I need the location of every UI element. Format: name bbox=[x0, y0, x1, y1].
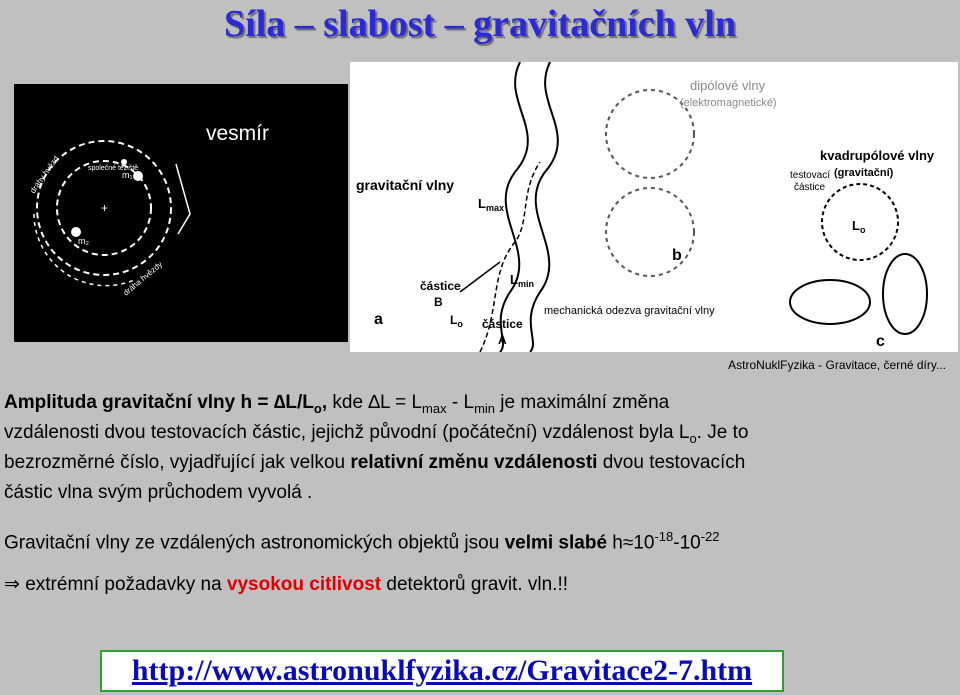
lo-label: $L_o$ bbox=[450, 313, 463, 329]
orbit-label-3: dráha hvězdy bbox=[121, 259, 165, 298]
binary-star-illustration bbox=[14, 84, 348, 342]
wave-line-1 bbox=[500, 62, 528, 352]
mech-label: mechanická odezva gravitační vlny bbox=[544, 305, 715, 317]
amplitude-line-4: částic vlna svým průchodem vyvolá . bbox=[4, 482, 313, 503]
particle-b-label: částice bbox=[420, 279, 461, 293]
test-particle-label: testovací bbox=[790, 170, 831, 181]
lmin-label: $L_{min}$ bbox=[510, 272, 534, 289]
lo2-label: $L_o$ bbox=[852, 218, 866, 235]
particle-a-letter: A bbox=[498, 333, 507, 347]
star-2-label: m₂ bbox=[78, 236, 89, 246]
wave-label: gravitační vlny bbox=[356, 177, 455, 193]
amplitude-line-1: Amplituda gravitační vlny $h = \Delta L/L_o$, kde $\Delta L = L_{max} - L_{min}$ je maximální změna bbox=[4, 392, 670, 416]
quad-label: kvadrupólové vlny bbox=[820, 148, 935, 163]
particle-link bbox=[460, 262, 500, 292]
star-trail bbox=[176, 164, 190, 234]
quad-circle bbox=[822, 184, 898, 260]
page-title: Síla – slabost – gravitačních vln bbox=[224, 3, 736, 45]
panel-c-label: c bbox=[876, 333, 885, 350]
particle-a-label: částice bbox=[482, 317, 523, 331]
star-1-label: m₁ bbox=[122, 170, 133, 180]
orbit-label-1: dráhy hvězd bbox=[28, 154, 61, 196]
source-link[interactable]: http://www.astronuklfyzika.cz/Gravitace2-7.htm bbox=[131, 654, 753, 687]
barycenter-mark: + bbox=[101, 201, 109, 215]
weakness-line: Gravitační vlny ze vzdálených astronomických objektů jsou velmi slabé $h\approx 10^{-18}-10^{-22}$ bbox=[4, 529, 720, 554]
url-box bbox=[100, 650, 784, 692]
wave-diagram-illustration bbox=[350, 62, 958, 352]
amplitude-line-3: bezrozměrné číslo, vyjadřující jak velkou relativní změnu vzdálenosti dvou testovacích bbox=[4, 452, 746, 473]
test-particle-label-2: částice bbox=[794, 182, 826, 193]
wave-diagram-image bbox=[350, 62, 958, 352]
panel-b-label: b bbox=[672, 247, 682, 264]
lmax-label: $L_{max}$ bbox=[478, 196, 504, 213]
image-credit: AstroNuklFyzika - Gravitace, černé díry... bbox=[728, 358, 946, 372]
quad-ellipse-1 bbox=[790, 280, 870, 324]
barycenter-label: společné těžiště bbox=[88, 165, 139, 172]
quad-sub-label: (gravitační) bbox=[834, 167, 894, 179]
dipole-sub-label: (elektromagnetické) bbox=[680, 97, 777, 109]
dipole-label: dipólové vlny bbox=[690, 78, 766, 93]
quad-ellipse-2 bbox=[883, 254, 927, 334]
binary-star-image bbox=[14, 84, 348, 342]
particle-b-letter: B bbox=[434, 295, 443, 309]
amplitude-line-2: vzdálenosti dvou testovacích částic, jejichž původní (počáteční) vzdálenost byla $L_o$. Je to bbox=[4, 422, 749, 446]
panel-a-label: a bbox=[374, 311, 383, 328]
star-1 bbox=[133, 171, 143, 181]
sensitivity-line: ⇒ extrémní požadavky na vysokou citlivost detektorů gravit. vln.!! bbox=[4, 574, 569, 595]
space-label: vesmír bbox=[206, 122, 269, 145]
